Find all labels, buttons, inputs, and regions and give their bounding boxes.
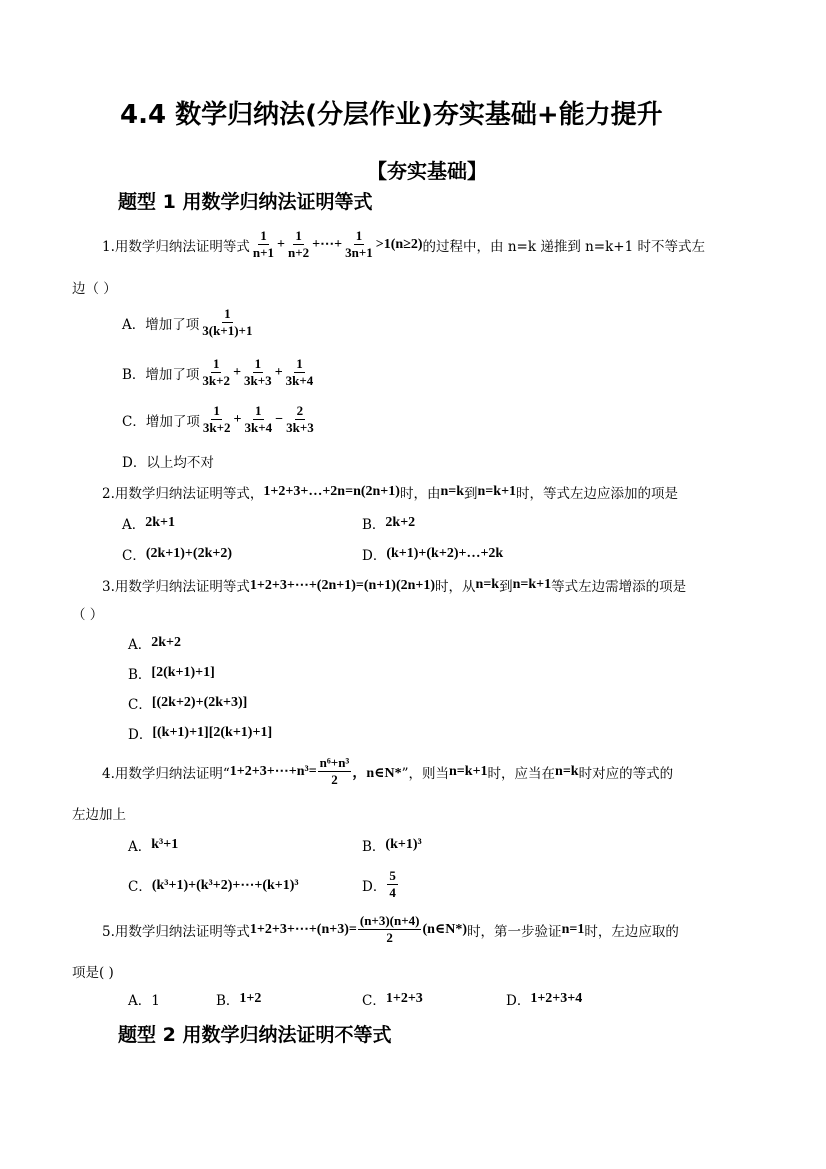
q2-option-b: B． 2k+2 — [362, 515, 416, 533]
q5-lhs: 1+2+3+⋯+(n+3)= — [249, 922, 357, 937]
q4-option-a: A． k³+1 — [128, 837, 179, 855]
q1-fraction-c: $\frac{1}{3n+1}$ — [345, 228, 373, 260]
q2-option-a: A． 2k+1 — [122, 515, 176, 533]
q3-option-d: D． [(k+1)+1][2(k+1)+1] — [128, 725, 273, 743]
q4-option-b: B． (k+1)³ — [362, 837, 422, 855]
q3-option-b: B． [2(k+1)+1] — [128, 665, 215, 683]
q1-option-b-fraction-3: $\frac{1}{3k+4}$ — [285, 356, 314, 388]
q1-option-b-fraction-1: 1 3k+2 — [202, 356, 231, 388]
q1-option-a-label: A．增加了项 — [122, 316, 200, 333]
q5-rhs-fraction: $\frac{(n+3)(n+4)}{2}$ — [359, 913, 420, 945]
q5-stem-line2: 项是( ) — [72, 965, 114, 981]
q2-stem: 2.用数学归纳法证明等式， — [102, 486, 264, 502]
q1-option-c-minus: − — [275, 411, 284, 427]
q5-option-b: B． 1+2 — [216, 991, 262, 1009]
q1-stem-end: 的过程中，由 n=k 递推到 n=k+1 时不等式左 — [422, 238, 705, 255]
q4-condition: ，n∈N* — [352, 765, 402, 781]
q3-equation: 1+2+3+⋯+(2n+1)=(n+1)(2n+1) — [249, 577, 436, 593]
question-type-2-heading: 题型 2 用数学归纳法证明不等式 — [118, 1024, 392, 1046]
q4-option-d-fraction: 5 4 — [389, 868, 396, 900]
q5-condition: (n∈N*) — [422, 922, 468, 937]
q1-option-b-label: B．增加了项 — [122, 366, 200, 383]
q1-option-b-plus-2: + — [274, 364, 283, 380]
q1-option-a — [122, 306, 255, 339]
page-title: 4.4 数学归纳法(分层作业)夯实基础+能力提升 — [120, 100, 663, 130]
q5-stem-end: 时，左边应取的 — [584, 923, 679, 940]
q1-plus: + — [277, 236, 286, 252]
q4-stem-mid2: 时，应当在 — [487, 765, 556, 782]
question-2 — [102, 482, 678, 502]
q4-option-d: D． 5 4 — [362, 868, 396, 900]
q4-rhs-fraction: $\frac{\text{n⁶+n³}}{2}$ — [319, 755, 350, 787]
q5-option-c: C． 1+2+3 — [362, 991, 423, 1009]
q5-n-eq-1: n=1 — [561, 921, 585, 937]
question-4 — [102, 755, 673, 788]
q1-option-c-fraction-3: $\frac{2}{3k+3}$ — [286, 403, 314, 435]
q1-fraction-b: $\frac{1}{n+2}$ — [288, 228, 310, 260]
q5-stem-mid: 时，第一步验证 — [467, 923, 562, 940]
q3-option-c: C． [(2k+2)+(2k+3)] — [128, 695, 248, 713]
q4-stem-end: 时对应的等式的 — [578, 765, 674, 782]
q1-option-d: D．以上均不对 — [122, 455, 214, 471]
q1-option-c-label: C．增加了项 — [122, 413, 200, 430]
q5-option-a: A．1 — [128, 993, 160, 1009]
question-5 — [102, 913, 679, 946]
q3-to: 到 — [499, 579, 513, 595]
q1-option-b-plus-1: + — [233, 364, 242, 380]
question-type-1-heading: 题型 1 用数学归纳法证明等式 — [118, 191, 373, 213]
q2-stem-end: 时，等式左边应添加的项是 — [516, 486, 679, 502]
q3-stem: 3.用数学归纳法证明等式 — [102, 579, 250, 595]
q4-stem-mid: ”，则当 — [401, 765, 450, 782]
q2-n-eq-k1: n=k+1 — [477, 484, 517, 499]
q1-option-c-fraction-2: $\frac{1}{3k+4}$ — [244, 403, 273, 435]
q3-stem-mid: 时，从 — [435, 579, 476, 595]
q4-n-eq-k1: n=k+1 — [449, 763, 488, 779]
q5-option-d: D． 1+2+3+4 — [506, 991, 583, 1009]
q1-inequality: >1(n≥2) — [375, 236, 423, 252]
q4-option-c: C． (k³+1)+(k³+2)+⋯+(k+1)³ — [128, 877, 299, 895]
section-heading: 【夯实基础】 — [367, 159, 487, 183]
q2-option-c: C． (2k+1)+(2k+2) — [122, 546, 232, 564]
q1-stem: 1.用数学归纳法证明等式 — [102, 238, 250, 255]
q1-stem-line2: 边（ ） — [72, 281, 117, 297]
q2-stem-mid: 时，由 — [399, 486, 441, 502]
q2-n-eq-k: n=k — [440, 484, 465, 499]
q4-lhs: 1+2+3+⋯+n³= — [229, 764, 317, 779]
q4-stem-line2: 左边加上 — [72, 807, 126, 823]
q1-option-b-fraction-2: $\frac{1}{3k+3}$ — [244, 356, 272, 388]
q1-fraction-a: 1 n+1 — [252, 228, 275, 260]
q1-option-c-fraction-1: 1 3k+2 — [202, 403, 231, 435]
q3-stem-line2: （ ） — [72, 607, 104, 623]
question-3 — [102, 575, 686, 595]
q1-option-c — [122, 403, 317, 436]
q1-ellipsis: +⋯+ — [312, 237, 343, 252]
q3-n-eq-k1: n=k+1 — [512, 577, 552, 592]
q1-option-b — [122, 356, 316, 389]
q2-equation: 1+2+3+…+2n=n(2n+1) — [263, 484, 400, 499]
q1-option-c-plus: + — [233, 411, 242, 427]
question-1 — [102, 228, 705, 261]
q2-option-d: D． (k+1)+(k+2)+…+2k — [362, 546, 504, 564]
q3-stem-end: 等式左边需增添的项是 — [551, 579, 687, 595]
q3-n-eq-k: n=k — [475, 577, 500, 592]
q1-option-a-fraction: 1 3(k+1)+1 — [202, 306, 253, 338]
q3-option-a: A． 2k+2 — [128, 635, 182, 653]
q4-stem: 4.用数学归纳法证明“ — [102, 765, 230, 782]
q4-n-eq-k: n=k — [555, 763, 579, 779]
q2-to: 到 — [464, 486, 478, 502]
q5-stem: 5.用数学归纳法证明等式 — [102, 923, 250, 940]
